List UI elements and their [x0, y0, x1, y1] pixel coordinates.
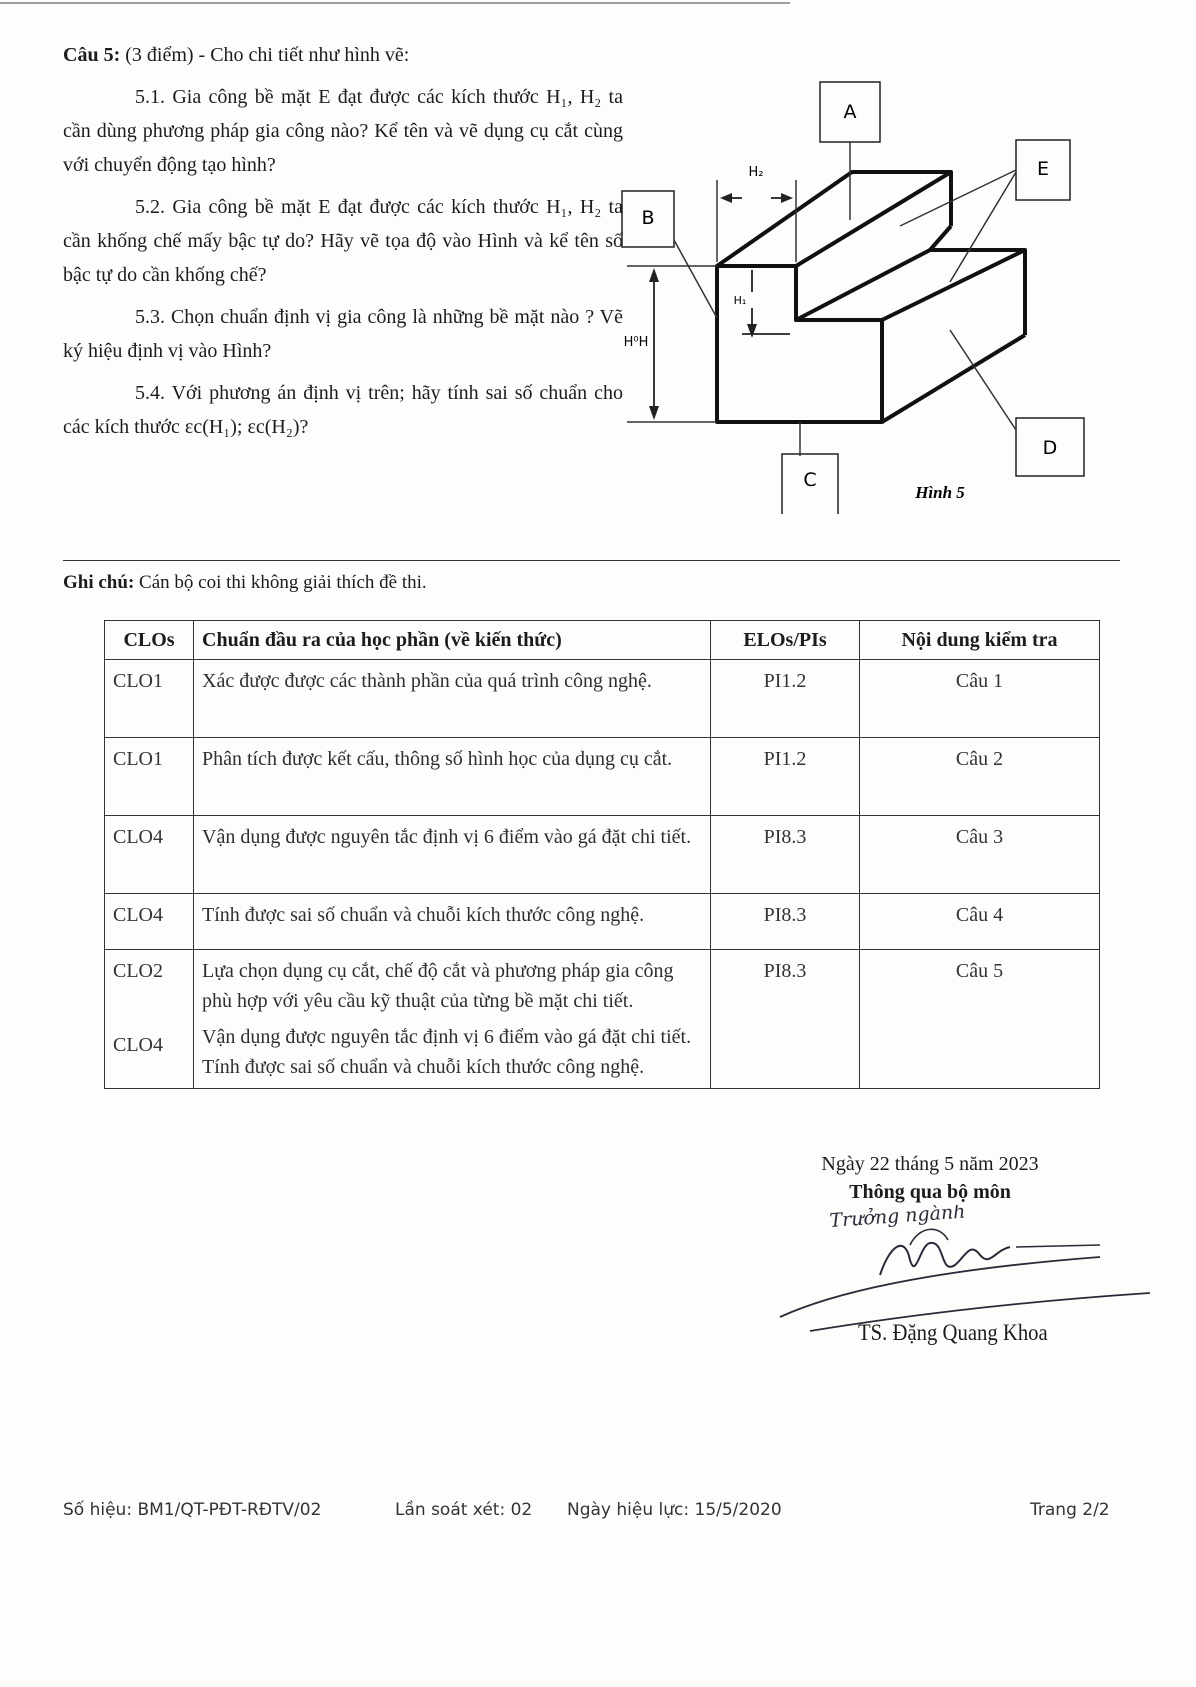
- dim-label-h0: H⁰H: [623, 335, 649, 350]
- label-b: B: [641, 207, 655, 229]
- figure-5: [620, 78, 1100, 518]
- row-outcome-group: [194, 950, 711, 1089]
- dimension-h1: [742, 270, 790, 338]
- label-c: C: [803, 469, 817, 491]
- row-pi: PI1.2: [711, 660, 860, 738]
- row-content: Câu 3: [860, 816, 1100, 894]
- row-outcome: Xác được được các thành phần của quá trình công nghệ.: [194, 660, 711, 738]
- header-outcome: Chuẩn đầu ra của học phần (về kiến thức): [194, 621, 711, 660]
- table-row: [105, 894, 1100, 950]
- footer-revision: Lần soát xét: 02: [395, 1500, 533, 1520]
- signature-stroke: [880, 1243, 1010, 1275]
- label-e: E: [1036, 158, 1050, 180]
- row-content: Câu 5: [860, 950, 1100, 1089]
- signature-handwritten-title: Trưởng ngành: [828, 1205, 967, 1232]
- label-d: D: [1042, 437, 1058, 459]
- question-title: [63, 38, 623, 72]
- table-row: [105, 738, 1100, 816]
- row-outcome: Vận dụng được nguyên tắc định vị 6 điểm vào gá đặt chi tiết.: [194, 816, 711, 894]
- row-outcome-secondary: Vận dụng được nguyên tắc định vị 6 điểm vào gá đặt chi tiết. Tính được sai số chuẩn và chuỗi kích thước công nghệ.: [202, 1026, 692, 1078]
- footer-effective-date: Ngày hiệu lực: 15/5/2020: [567, 1500, 782, 1520]
- question-item-3: 5.3. Chọn chuẩn định vị gia công là những bề mặt nào ? Vẽ ký hiệu định vị vào Hình?: [63, 306, 623, 362]
- table-row: [105, 816, 1100, 894]
- stepped-block: [717, 172, 1025, 422]
- row-clo-secondary: CLO4: [113, 1034, 163, 1056]
- header-clos: CLOs: [105, 621, 194, 660]
- row-outcome: Lựa chọn dụng cụ cắt, chế độ cắt và phương pháp gia công phù hợp với yêu cầu kỹ thuật của từng bề mặt chi tiết.: [202, 960, 674, 1012]
- question-item-2: 5.2. Gia công bề mặt E đạt được các kích thước H₁, H₂ ta cần khống chế mấy bậc tự do? Hãy vẽ tọa độ vào Hình và kể tên số bậc tự do cần khống chế?: [63, 196, 623, 286]
- top-rule: [0, 2, 790, 4]
- note-label: Ghi chú:: [63, 572, 135, 593]
- question-item-1: 5.1. Gia công bề mặt E đạt được các kích thước H₁, H₂ ta cần dùng phương pháp gia công nào? Kể tên và vẽ dụng cụ cắt cùng với chuyển động tạo hình?: [63, 86, 623, 176]
- row-content: Câu 1: [860, 660, 1100, 738]
- approval-date: Ngày 22 tháng 5 năm 2023: [821, 1153, 1039, 1175]
- approval-block: [760, 1150, 1100, 1206]
- footer-code: Số hiệu: BM1/QT-PĐT-RĐTV/02: [63, 1500, 322, 1520]
- question-label: Câu 5:: [63, 44, 121, 66]
- dim-label-h2: H₂: [748, 165, 764, 180]
- row-clo: CLO2: [113, 960, 163, 982]
- row-pi: PI8.3: [711, 950, 860, 1089]
- part-drawing: [620, 78, 1100, 518]
- dimension-h2: [720, 193, 793, 203]
- dim-label-h1: H₁: [733, 294, 747, 307]
- section-divider: [63, 560, 1120, 561]
- question-item-4: 5.4. Với phương án định vị trên; hãy tính sai số chuẩn cho các kích thước εc(H₁); εc(H₂)?: [63, 382, 623, 438]
- dimension-h0: [649, 268, 659, 420]
- table-row: [105, 660, 1100, 738]
- row-clo-group: [105, 950, 194, 1089]
- note-text: Cán bộ coi thi không giải thích đề thi.: [134, 572, 427, 593]
- row-clo: CLO4: [105, 816, 194, 894]
- header-content: Nội dung kiểm tra: [860, 621, 1100, 660]
- row-pi: PI1.2: [711, 738, 860, 816]
- row-outcome: Tính được sai số chuẩn và chuỗi kích thước công nghệ.: [194, 894, 711, 950]
- question-intro: (3 điểm) - Cho chi tiết như hình vẽ:: [120, 44, 410, 66]
- row-pi: PI8.3: [711, 816, 860, 894]
- row-clo: CLO1: [105, 738, 194, 816]
- row-pi: PI8.3: [711, 894, 860, 950]
- header-elos: ELOs/PIs: [711, 621, 860, 660]
- footer-page-number: Trang 2/2: [1030, 1500, 1110, 1520]
- table-row: [105, 950, 1100, 1089]
- row-outcome: Phân tích được kết cấu, thông số hình học của dụng cụ cắt.: [194, 738, 711, 816]
- clo-table: [104, 620, 1100, 1089]
- approval-title: Thông qua bộ môn: [849, 1181, 1011, 1203]
- row-clo: CLO4: [105, 894, 194, 950]
- handwritten-signature: [770, 1205, 1160, 1335]
- figure-caption: Hình 5: [915, 483, 965, 502]
- row-clo: CLO1: [105, 660, 194, 738]
- label-a: A: [843, 101, 857, 123]
- question-block: [63, 38, 623, 452]
- row-content: Câu 2: [860, 738, 1100, 816]
- signer-name: TS. Đặng Quang Khoa: [858, 1320, 1048, 1345]
- note: [63, 572, 427, 594]
- table-header-row: [105, 621, 1100, 660]
- leader-lines: [627, 142, 1016, 456]
- row-content: Câu 4: [860, 894, 1100, 950]
